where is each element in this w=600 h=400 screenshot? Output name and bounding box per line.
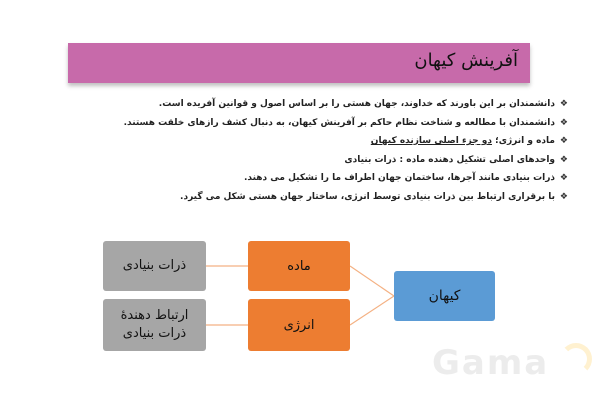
bullet-text-prefix: ماده و انرژی؛	[492, 136, 555, 146]
energy-label: انرژی	[283, 317, 315, 333]
basic-particles-label: ذرات بنیادی	[122, 258, 187, 274]
watermark-swoosh-icon	[560, 343, 592, 375]
slide-title: آفرینش کیهان	[414, 50, 518, 71]
bullet-text: واحدهای اصلی تشکیل دهنده ماده : ذرات بنیادی	[344, 154, 555, 165]
connector-matter-to-cosmos	[350, 266, 394, 296]
matter-label: ماده	[287, 258, 311, 274]
bullet-text: با برقراری ارتباط بین ذرات بنیادی توسط انرژی، ساختار جهان هستی شکل می گیرد.	[180, 191, 555, 202]
bullet-text-underlined: دو جزء اصلی سازنده کیهان	[370, 136, 493, 146]
diamond-bullet-icon: ❖	[559, 99, 568, 109]
cosmos-label: کیهان	[428, 288, 461, 304]
bullet-text: دانشمندان با مطالعه و شناخت نظام حاکم بر آفرینش کیهان، به دنبال کشف رازهای خلقت هستند.	[123, 117, 555, 128]
connecting-particles-box	[103, 299, 206, 351]
connector-energy-to-cosmos	[350, 296, 394, 325]
gama-watermark: Gama	[432, 343, 550, 383]
bullet-text: دانشمندان بر این باورند که خداوند، جهان هستی را بر اساس اصول و قوانین آفریده است.	[158, 99, 555, 109]
energy-box	[248, 299, 350, 351]
diamond-bullet-icon: ❖	[559, 136, 568, 146]
connecting-label-line2: ذرات بنیادی	[122, 326, 187, 341]
diamond-bullet-icon: ❖	[559, 173, 568, 183]
diamond-bullet-icon: ❖	[559, 154, 568, 165]
bullet-text: ذرات بنیادی مانند آجرها، ساختمان جهان اطراف ما را تشکیل می دهند.	[244, 173, 555, 183]
cosmos-box	[394, 271, 495, 321]
diamond-bullet-icon: ❖	[559, 117, 568, 128]
connecting-label-line1: ارتباط دهندهٔ	[120, 308, 189, 324]
basic-particles-box	[103, 241, 206, 291]
matter-box	[248, 241, 350, 291]
diamond-bullet-icon: ❖	[559, 191, 568, 202]
